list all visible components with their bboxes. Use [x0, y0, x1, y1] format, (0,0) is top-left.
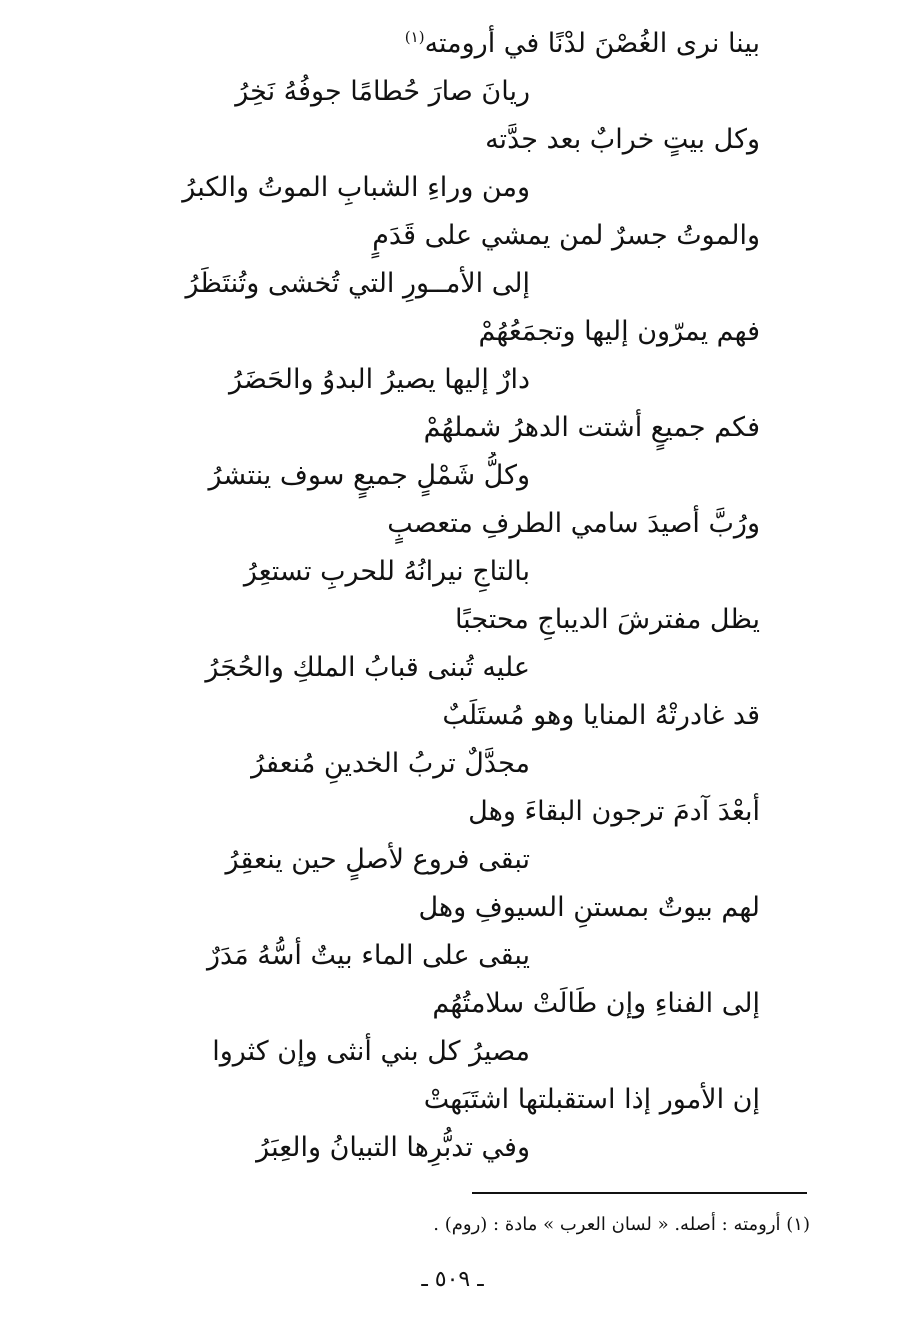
verse-1-first-hemistich	[100, 20, 760, 68]
verse-11-first-hemistich: إلى الفناءِ وإن طَالَتْ سلامتُهُم	[432, 988, 760, 1019]
verse-5-second-hemistich: وكلُّ شَمْلٍ جميعٍ سوف ينتشرُ	[208, 460, 530, 491]
verse-10-first-hemistich: لهم بيوتٌ بمستنِ السيوفِ وهل	[418, 892, 760, 923]
verse-12-second-hemistich: وفي تدبُّرِها التبيانُ والعِبَرُ	[256, 1132, 530, 1163]
verse-2-second-hemistich: ومن وراءِ الشبابِ الموتُ والكبرُ	[182, 172, 530, 203]
footnote-divider	[472, 1192, 807, 1194]
verse-9-second-hemistich: تبقى فروع لأصلٍ حين ينعقِرُ	[225, 844, 530, 875]
footnote-ref: (١)	[404, 28, 425, 46]
verse-4-second-hemistich: دارٌ إليها يصيرُ البدوُ والحَضَرُ	[228, 364, 530, 395]
verse-7-second-hemistich: عليه تُبنى قبابُ الملكِ والحُجَرُ	[205, 652, 530, 683]
verse-10-second-hemistich: يبقى على الماء بيتٌ أسُّهُ مَدَرٌ	[207, 940, 530, 971]
verse-9-first-hemistich: أبعْدَ آدمَ ترجون البقاءَ وهل	[468, 796, 760, 827]
verse-7-first-hemistich: يظل مفترشَ الديباجِ محتجبًا	[454, 604, 760, 635]
footnote: (١) أرومته : أصله. « لسان العرب » مادة : (روم) .	[433, 1214, 810, 1235]
verse-3-second-hemistich: إلى الأمــورِ التي تُخشى وتُنتَظَرُ	[185, 268, 530, 299]
verse-1-second-hemistich: ريانَ صارَ حُطامًا جوفُهُ نَخِرُ	[235, 76, 530, 107]
verse-11-second-hemistich: مصيرُ كل بني أنثى وإن كثروا	[212, 1036, 530, 1067]
poem	[100, 20, 760, 1172]
verse-8-first-hemistich: قد غادرتْهُ المنايا وهو مُستَلَبٌ	[442, 700, 760, 731]
verse-6-second-hemistich: بالتاجِ نيرانُهُ للحربِ تستعِرُ	[243, 556, 530, 587]
verse-2-first-hemistich: وكل بيتٍ خرابٌ بعد جدَّته	[485, 124, 760, 155]
page-number: ـ ٥٠٩ ـ	[421, 1267, 484, 1292]
verse-text: بينا نرى الغُصْنَ لدْنًا في أرومته	[424, 28, 760, 59]
verse-8-second-hemistich: مجدَّلٌ تربُ الخدينِ مُنعفرُ	[251, 748, 530, 779]
verse-12-first-hemistich: إن الأمور إذا استقبلتها اشتَبَهتْ	[423, 1084, 760, 1115]
verse-6-first-hemistich: ورُبَّ أصيدَ سامي الطرفِ متعصبٍ	[387, 508, 760, 539]
verse-5-first-hemistich: فكم جميعٍ أشتت الدهرُ شملهُمْ	[423, 412, 760, 443]
verse-3-first-hemistich: والموتُ جسرٌ لمن يمشي على قَدَمٍ	[372, 220, 760, 251]
verse-4-first-hemistich: فهم يمرّون إليها وتجمَعُهُمْ	[478, 316, 760, 347]
